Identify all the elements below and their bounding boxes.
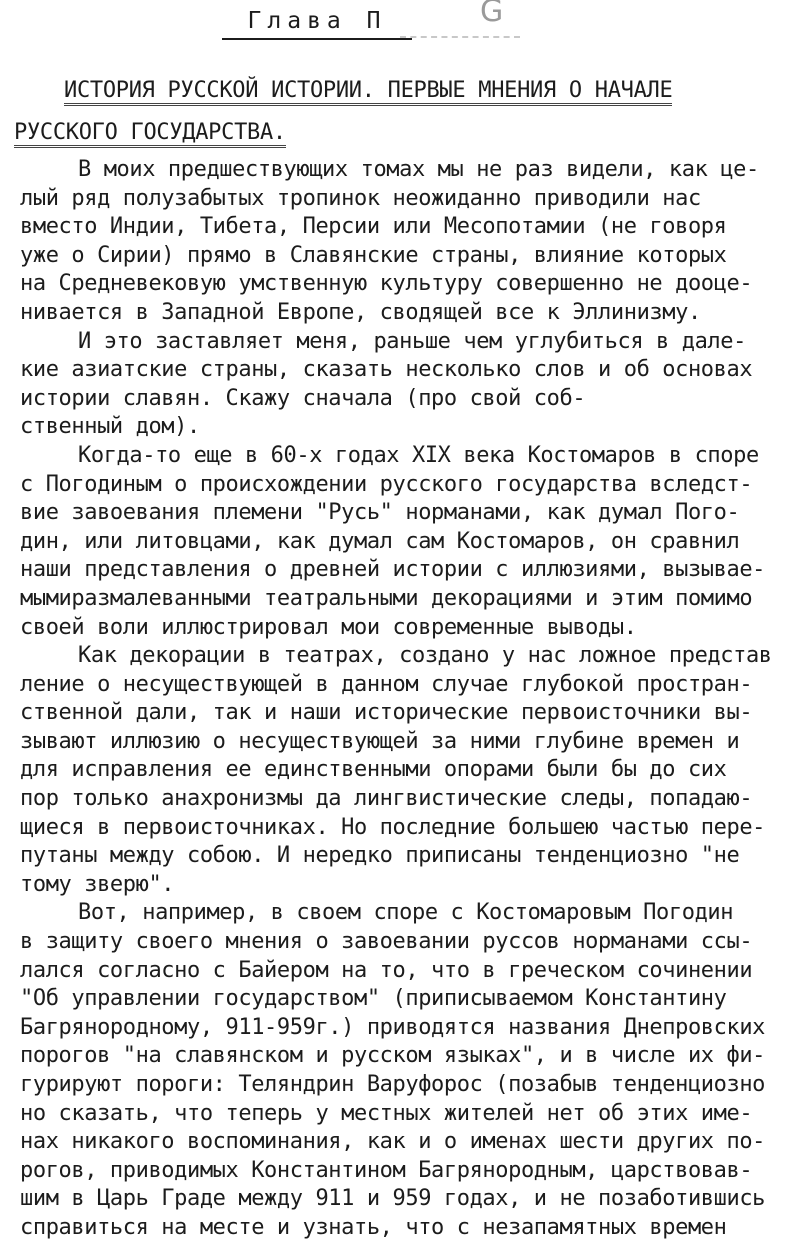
text-line: истории славян. Скажу сначала (про свой соб- bbox=[20, 385, 586, 411]
text-line: нивается в Западной Европе, сводящей все к Эллинизму. bbox=[20, 299, 701, 325]
text-line: вместо Индии, Тибета, Персии или Месопотамии (не говоря bbox=[20, 214, 727, 240]
text-line: Как декорации в театрах, создано у нас ложное представ bbox=[78, 643, 772, 669]
text-line: мымиразмалеванными театральными декорациями и этим помимо bbox=[20, 585, 753, 611]
text-line: с Погодиным о происхождении русского государства вследст- bbox=[20, 471, 753, 497]
faint-dash-line bbox=[400, 36, 520, 39]
heading-line-1: ИСТОРИЯ РУССКОЙ ИСТОРИИ. ПЕРВЫЕ МНЕНИЯ О НАЧАЛЕ bbox=[14, 70, 714, 112]
text-line: Когда-то еще в 60-х годах XIX века Костомаров в споре bbox=[78, 442, 759, 468]
text-line: нах никакого воспоминания, как и о именах шести других по- bbox=[20, 1129, 766, 1155]
text-line: ление о несуществующей в данном случае глубокой простран- bbox=[20, 671, 753, 697]
text-line: щиеся в первоисточниках. Но последние большею частью пере- bbox=[20, 814, 766, 840]
text-line: своей воли иллюстрировал мои современные выводы. bbox=[20, 614, 637, 640]
text-line: для исправления ее единственными опорами были бы до сих bbox=[20, 757, 727, 783]
text-line: наши представления о древней истории с иллюзиями, вызывае- bbox=[20, 557, 766, 583]
text-line: Вот, например, в своем споре с Костомаровым Погодин bbox=[78, 900, 734, 926]
text-line: "Об управлении государством" (приписываемом Константину bbox=[20, 986, 727, 1012]
text-line: уже о Сирии) прямо в Славянские страны, влияние которых bbox=[20, 242, 727, 268]
text-line: кие азиатские страны, сказать несколько слов и об основах bbox=[20, 357, 753, 383]
text-line: вие завоевания племени "Русь" норманами, как думал Пого- bbox=[20, 500, 740, 526]
text-line: ственной дали, так и наши исторические первоисточники вы- bbox=[20, 700, 753, 726]
body-text bbox=[20, 156, 780, 1243]
text-line: ственный дом). bbox=[20, 414, 200, 440]
text-line: путаны между собою. И нередко приписаны тенденциозно "не bbox=[20, 843, 740, 869]
text-line: тому зверю". bbox=[20, 871, 175, 897]
text-line: рогов, приводимых Константином Багрянородным, царствовав- bbox=[20, 1157, 753, 1183]
chapter-heading bbox=[14, 70, 714, 154]
text-line: В моих предшествующих томах мы не раз видели, как це- bbox=[78, 157, 759, 182]
text-line: шим в Царь Граде между 911 и 959 годах, и не позаботившись bbox=[20, 1186, 766, 1212]
text-line: лался согласно с Байером на то, что в греческом сочинении bbox=[20, 957, 753, 983]
text-line: дин, или литовцами, как думал сам Костомаров, он сравнил bbox=[20, 528, 740, 554]
text-line: порогов "на славянском и русском языках", и в числе их фи- bbox=[20, 1043, 766, 1069]
text-line: пор только анахронизмы да лингвистические следы, попадаю- bbox=[20, 786, 753, 812]
text-line: И это заставляет меня, раньше чем углубиться в дале- bbox=[78, 328, 746, 354]
text-line: но сказать, что теперь у местных жителей нет об этих име- bbox=[20, 1100, 753, 1126]
text-line: гурируют пороги: Теляндрин Варуфорос (позабыв тенденциозно bbox=[20, 1072, 766, 1097]
corner-mark: G bbox=[480, 0, 504, 29]
text-line: Багрянородному, 911-959г.) приводятся названия Днепровских bbox=[20, 1014, 766, 1040]
text-line: справиться на месте и узнать, что с незапамятных времен bbox=[20, 1214, 727, 1240]
heading-line-2: РУССКОГО ГОСУДАРСТВА. bbox=[14, 112, 714, 154]
text-line: лый ряд полузабытых тропинок неожиданно приводили нас bbox=[20, 185, 701, 211]
text-line: зывают иллюзию о несуществующей за ними глубине времен и bbox=[20, 728, 740, 754]
text-line: в защиту своего мнения о завоевании руссов норманами ссы- bbox=[20, 929, 753, 955]
chapter-title: Глава П bbox=[222, 8, 412, 40]
text-line: на Средневековую умственную культуру совершенно не дооце- bbox=[20, 271, 753, 297]
